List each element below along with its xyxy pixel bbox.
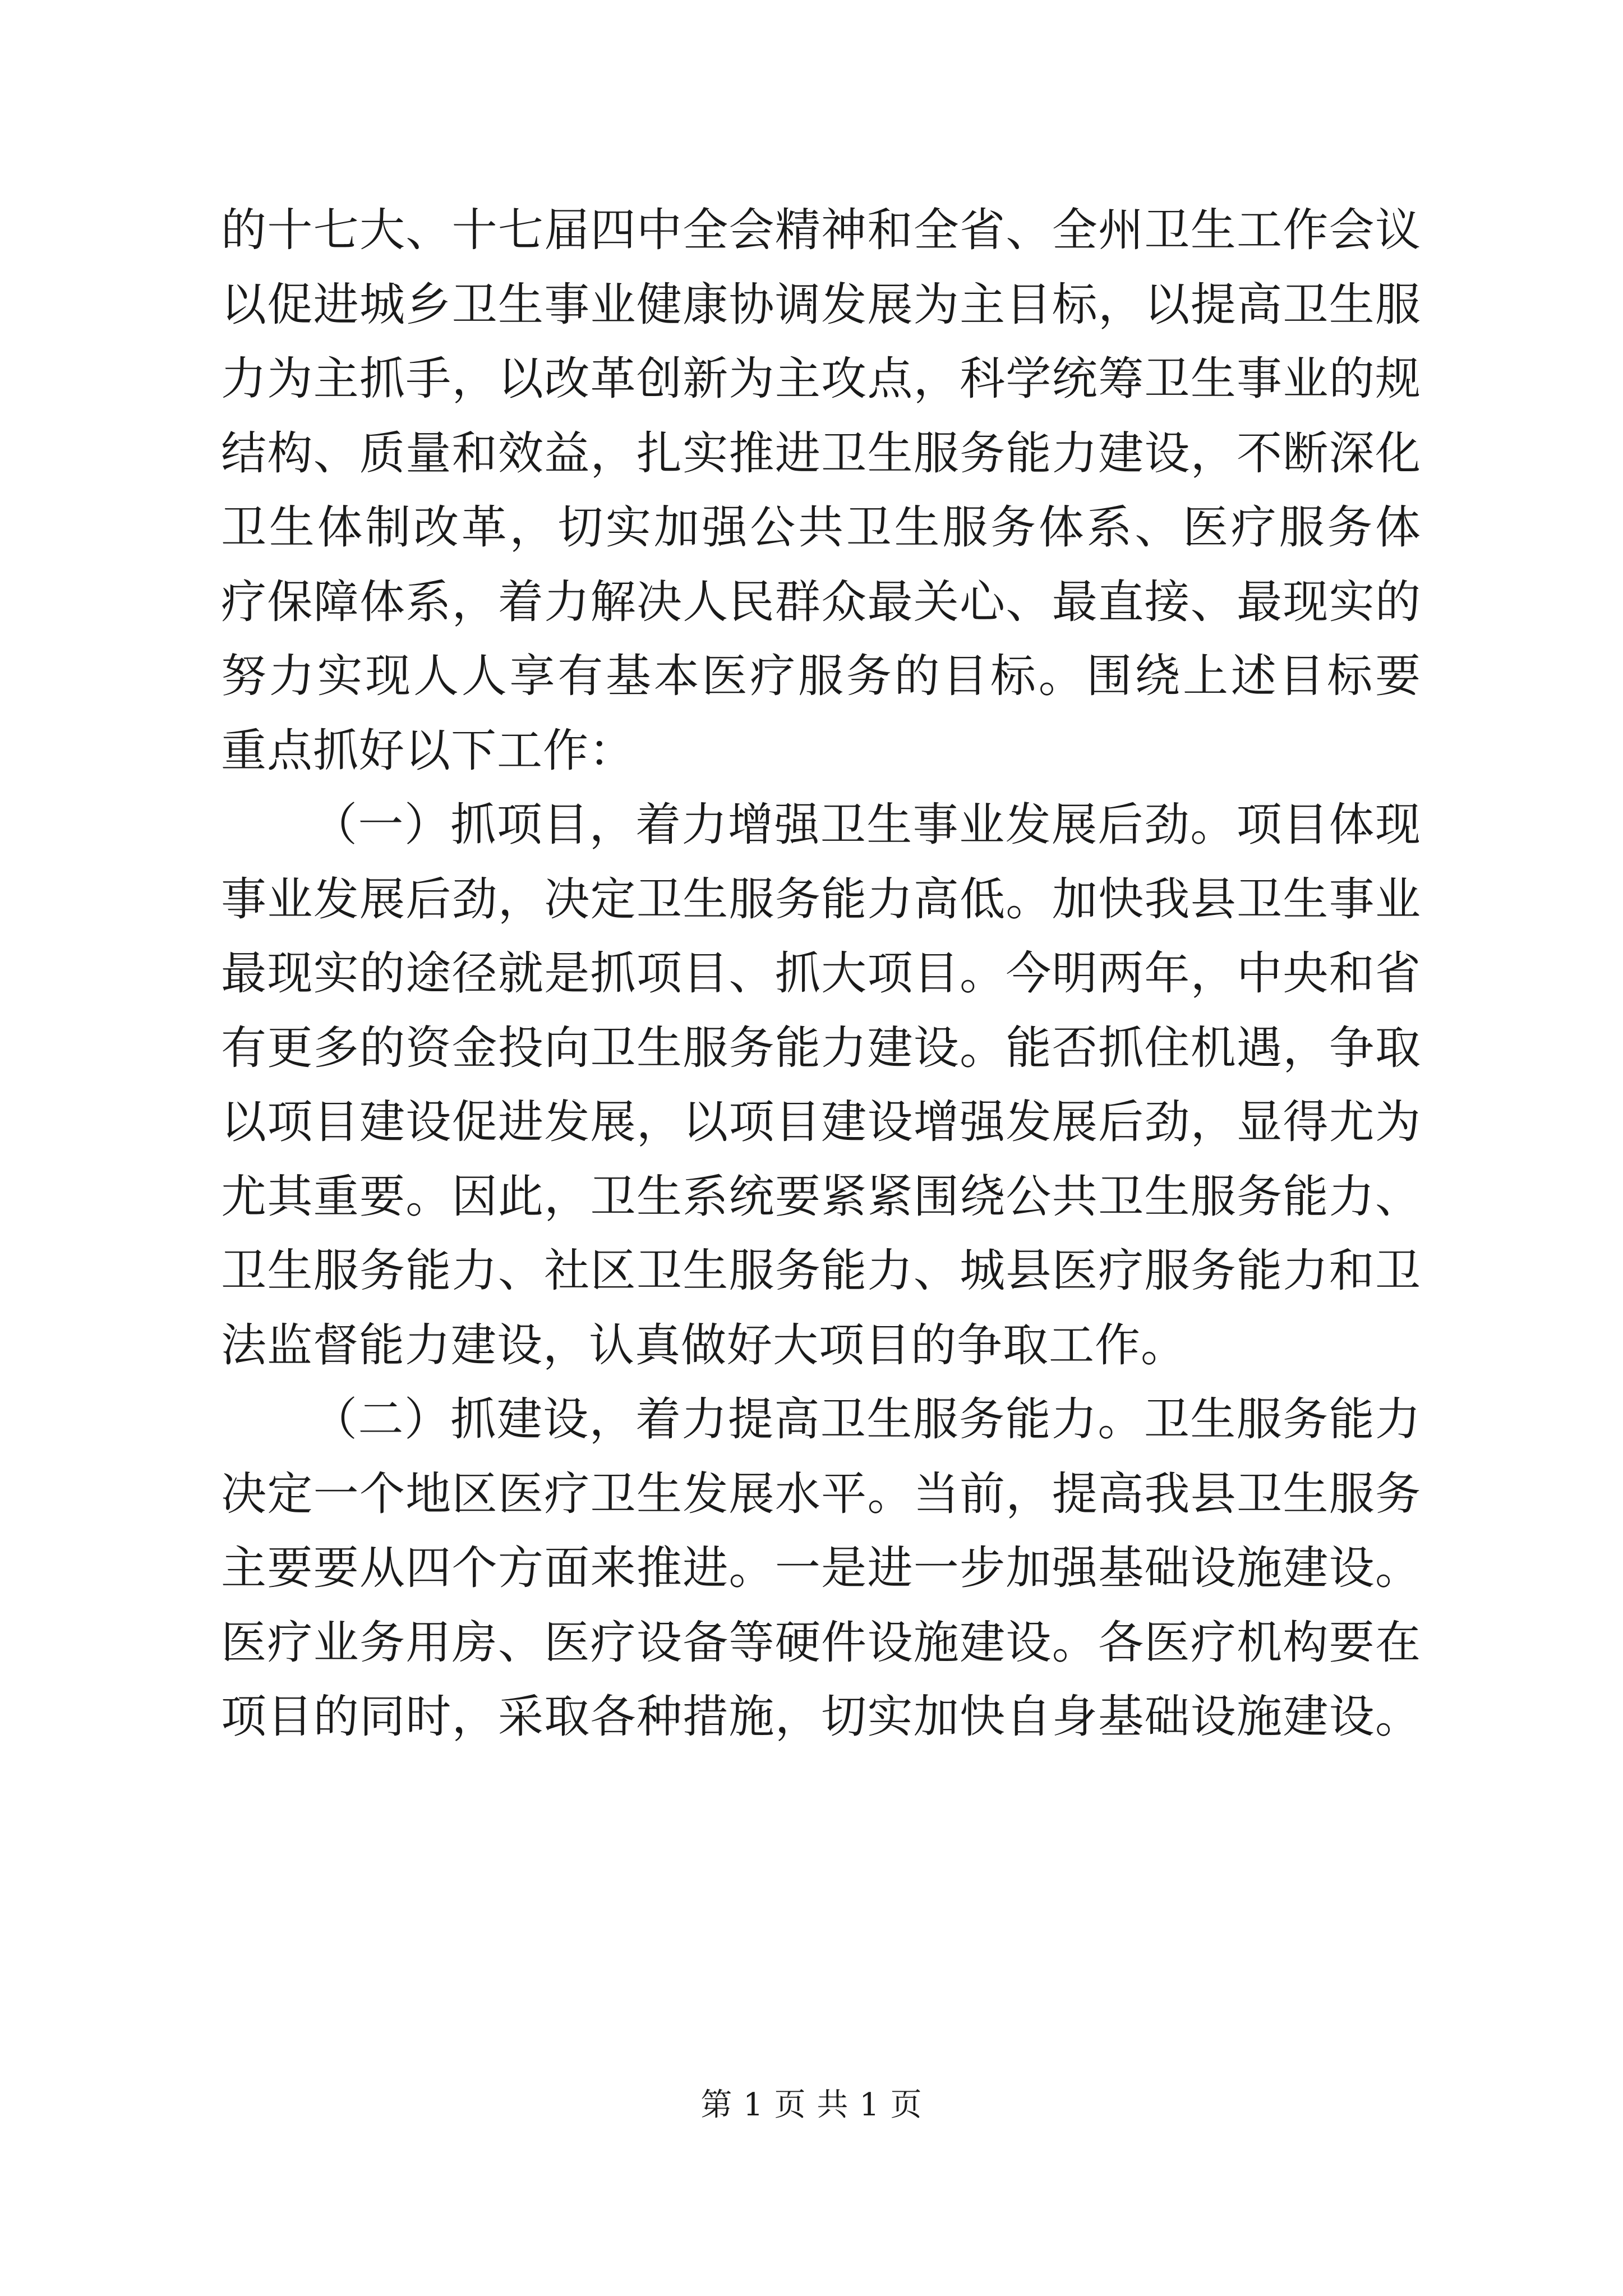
page-footer <box>0 2086 1623 2125</box>
text-line: 最现实的途径就是抓项目、抓大项目。今明两年，中央和省 <box>221 947 1421 1000</box>
text-line: 法监督能力建设，认真做好大项目的争取工作。 <box>221 1319 1187 1372</box>
text-line: 力为主抓手，以改革创新为主攻点，科学统筹卫生事业的规 <box>221 353 1421 406</box>
text-line: 努力实现人人享有基本医疗服务的目标。围绕上述目标要 <box>221 650 1421 703</box>
text-line: 以项目建设促进发展，以项目建设增强发展后劲，显得尤为 <box>221 1096 1421 1149</box>
paragraph-2 <box>221 788 1421 1383</box>
body-text <box>221 194 1421 1755</box>
text-line: 主要要从四个方面来推进。一是进一步加强基础设施建设。 <box>221 1542 1421 1595</box>
text-line: 决定一个地区医疗卫生发展水平。当前，提高我县卫生服务 <box>221 1467 1421 1521</box>
text-line: 事业发展后劲，决定卫生服务能力高低。加快我县卫生事业 <box>221 873 1421 926</box>
text-line: 项目的同时，采取各种措施，切实加快自身基础设施建设。 <box>221 1691 1421 1743</box>
text-line: （二）抓建设，着力提高卫生服务能力。卫生服务能力 <box>312 1393 1421 1446</box>
text-line: （一）抓项目，着力增强卫生事业发展后劲。项目体现 <box>312 799 1421 852</box>
paragraph-3 <box>221 1383 1421 1755</box>
text-line: 结构、质量和效益，扎实推进卫生服务能力建设，不断深化 <box>221 427 1421 480</box>
paragraph-1 <box>221 194 1421 788</box>
page-number: 第 1 页 共 1 页 <box>700 2087 923 2123</box>
text-line: 的十七大、十七届四中全会精神和全省、全州卫生工作会议 <box>221 204 1421 257</box>
text-line: 卫生体制改革，切实加强公共卫生服务体系、医疗服务体 <box>221 501 1421 554</box>
text-line: 有更多的资金投向卫生服务能力建设。能否抓住机遇，争取 <box>221 1022 1421 1075</box>
text-line: 以促进城乡卫生事业健康协调发展为主目标，以提高卫生服 <box>221 278 1421 332</box>
text-line: 医疗业务用房、医疗设备等硬件设施建设。各医疗机构要在 <box>221 1616 1421 1669</box>
text-line: 疗保障体系，着力解决人民群众最关心、最直接、最现实的 <box>221 576 1421 629</box>
text-line: 卫生服务能力、社区卫生服务能力、城县医疗服务能力和卫 <box>221 1245 1421 1297</box>
text-line: 尤其重要。因此，卫生系统要紧紧围绕公共卫生服务能力、 <box>221 1170 1421 1223</box>
text-line: 重点抓好以下工作： <box>221 724 635 777</box>
